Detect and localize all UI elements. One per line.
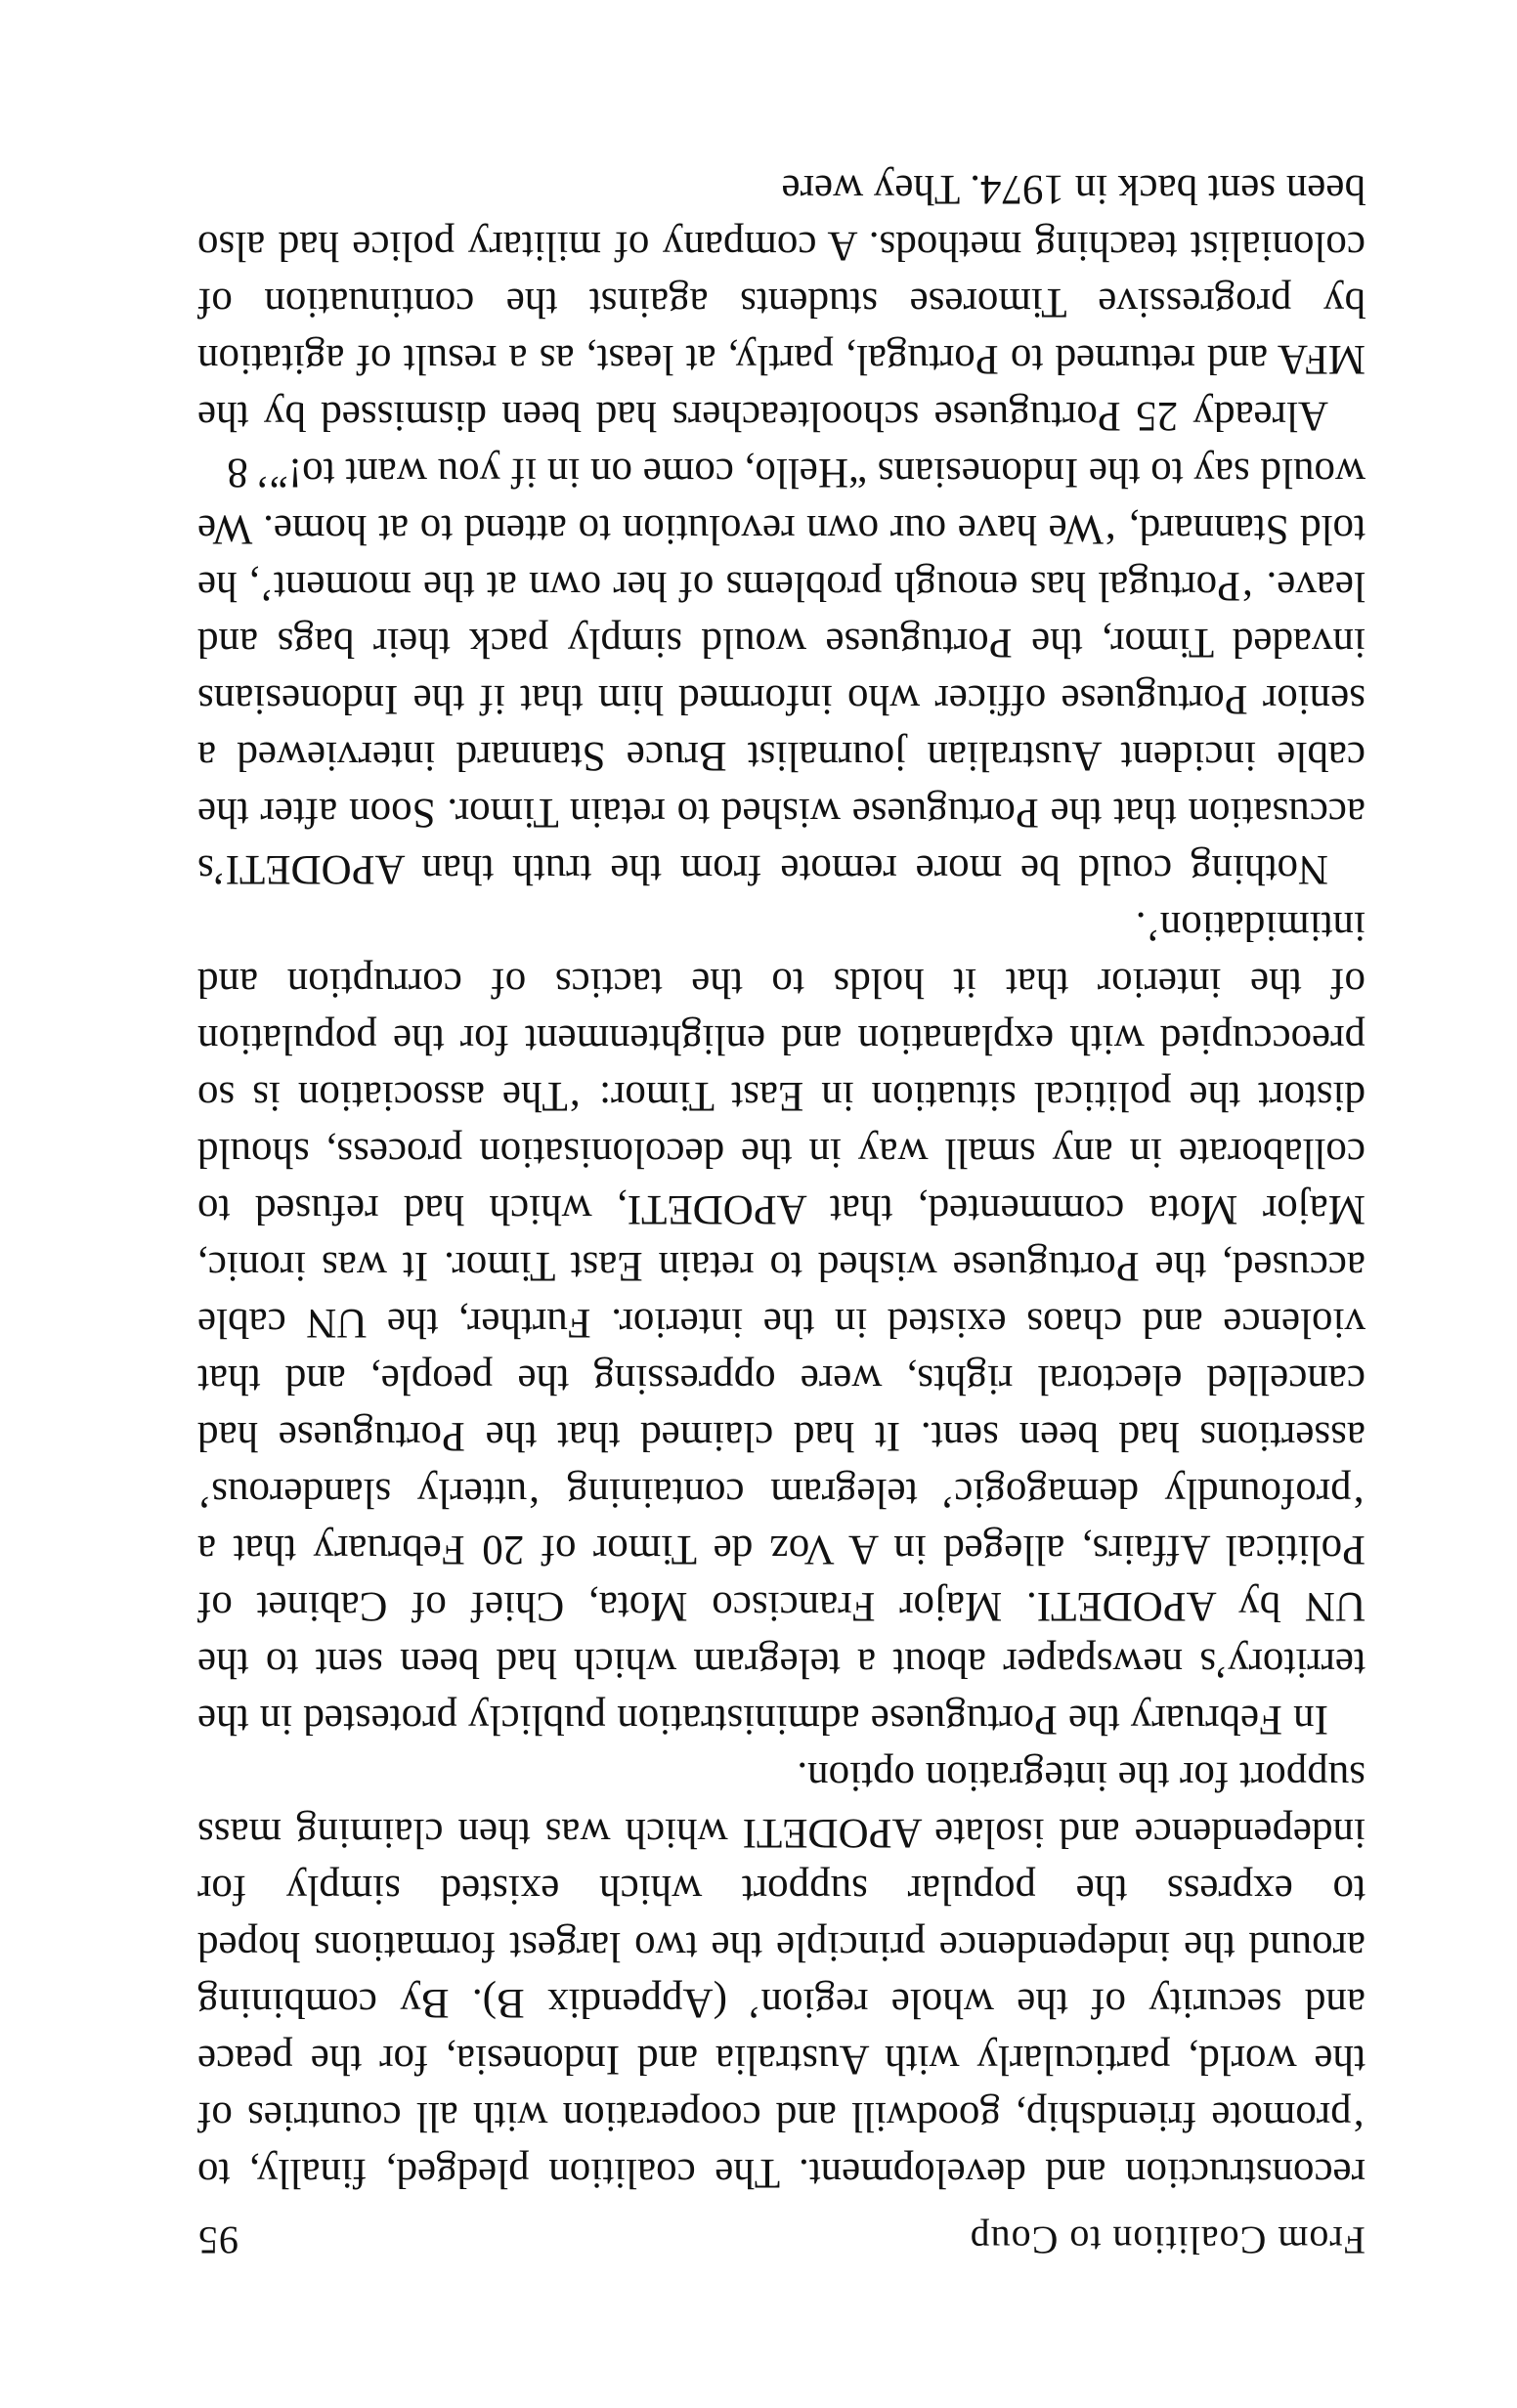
paragraph-3: Nothing could be more remote from the truth than APODETI’s accusation that the Portuguese wished to retain Timor. Soon after the cable incident Australian journalist Bruce Stannard interviewed a senior Portuguese officer who informed him that if the Indonesians invaded Timor, the Portuguese would simply pack their bags and leave. ‘Portugal has enough problems of her own at the moment’, he told Stannard, ‘We have our own revolution to attend to at home. We would say to the Indonesians “Hello, come on in if you want to!”’ 8 <box>197 450 1365 892</box>
running-head <box>197 2201 1365 2263</box>
text-column <box>197 160 1365 2263</box>
running-head-title: From Coalition to Coup <box>969 2218 1365 2262</box>
paragraph-1: reconstruction and development. The coalition pledged, finally, to ‘promote friendship, goodwill and cooperation with all countries of the world, particularly with Australia and Indonesia, for the peace and security of the whole region’ (Appendix B). By combining around the independence principle the two largest formations hoped to express the popular support which existed simply for independence and isolate APODETI which was then claiming mass support for the integration option. <box>197 1753 1365 2196</box>
paragraph-2: In February the Portuguese administration publicly protested in the territory’s newspaper about a telegram which had been sent to the UN by APODETI. Major Francisco Mota, Chief of Cabinet of Political Affairs, alleged in A Voz de Timor of 20 February that a ‘profoundly demagogic’ telegram containing ‘utterly slanderous’ assertions had been sent. It had claimed that the Portuguese had cancelled electoral rights, were oppressing the people, and that violence and chaos existed in the interior. Further, the UN cable accused, the Portuguese wished to retain East Timor. It was ironic, Major Mota commented, that APODETI, which had refused to collaborate in any small way in the decolonisation process, should distort the political situation in East Timor: ‘The association is so preoccupied with explanation and enlightenment for the population of the interior that it holds to the tactics of corruption and intimidation’. <box>197 903 1365 1742</box>
page-number: 95 <box>197 2218 238 2262</box>
paragraph-4: Already 25 Portuguese schoolteachers had been dismissed by the MFA and returned to Portugal, partly, at least, as a result of agitation by progressive Timorese students against the continuation of colonialist teaching methods. A company of military police had also been sent back in 1974. They were <box>197 166 1365 439</box>
